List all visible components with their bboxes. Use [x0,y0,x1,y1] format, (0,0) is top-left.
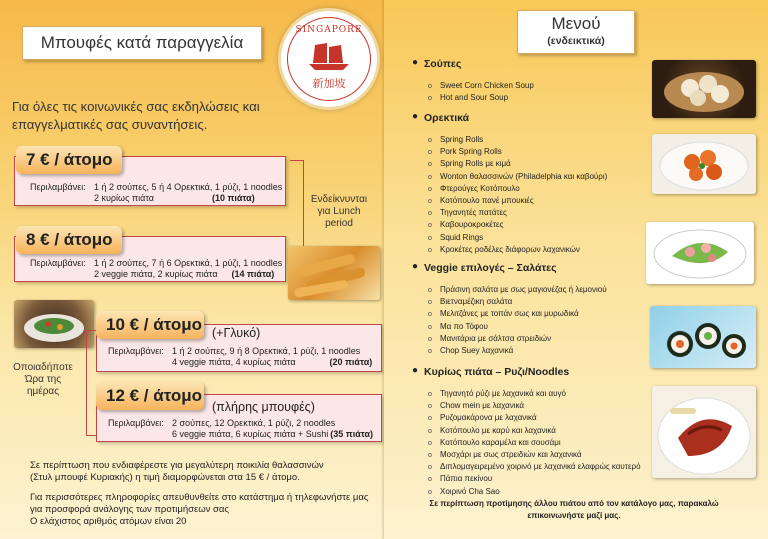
package-8-price [16,226,122,254]
includes-label: Περιλαμβάνει: [108,418,164,428]
intro-text [12,98,392,134]
menu-title-box [517,10,635,54]
includes-line: 2 veggie πιάτα, 2 κυρίως πιάτα [94,269,218,279]
list-item: o Μα πο Τόφου [428,321,607,333]
spring-rolls-photo [288,246,380,300]
package-10-extra: (+Γλυκό) [212,326,261,340]
list-item: o Πάπια πεκίνου [428,473,641,485]
list-item: o Μελιτζάνες με τοπάν σως και μυρωδικά [428,308,607,320]
list-item: o Chop Suey λαχανικά [428,345,607,357]
shrimp-icon [652,134,756,194]
includes-line: 1 ή 2 σούπες, 9 ή 8 Ορεκτικά, 1 ρύζι, 1 noodles [172,346,361,356]
bullet-icon: ● [412,261,419,272]
package-8-includes [30,258,282,280]
package-12-includes [108,418,373,440]
includes-label: Περιλαμβάνει: [30,182,86,192]
note-line: Ενδείκνυνται [310,194,368,205]
shrimp-photo [652,134,756,194]
includes-line: 2 σούπες, 12 Ορεκτικά, 1 ρύζι, 2 noodles [172,418,336,428]
dish-count: (20 πιάτα) [329,357,373,367]
includes-label: Περιλαμβάνει: [30,258,86,268]
section-appetizers [412,111,470,124]
veggie-list [428,284,607,357]
dish-count: (35 πιάτα) [330,429,374,439]
note-line: Ο ελάχιστος αριθμός ατόμων είναι 20 [30,516,187,527]
note-spacer [30,484,368,492]
list-item: o Κοτόπουλο καραμέλα και σουσάμι [428,437,641,449]
soups-list [428,80,534,104]
includes-line: 2 κυρίως πιάτα [94,193,154,203]
list-item: o Hot and Sour Soup [428,92,534,104]
note-line: Ώρα της [24,374,62,385]
list-item: o Spring Rolls με κιμά [428,158,607,170]
dish-count: (14 πιάτα) [231,269,275,279]
footer-note [424,498,724,522]
list-item: o Κροκέτες ροδέλες διάφορων λαχανικών [428,244,607,256]
list-item: o Spring Rolls [428,134,607,146]
price-text: 12 € / άτομο [106,386,202,405]
note-line: για προσφορά ανάλογης των προτιμήσεων σας [30,504,229,515]
includes-label: Περιλαμβάνει: [108,346,164,356]
lunch-note [304,194,374,230]
peking-duck-photo [652,386,756,478]
section-title: Ορεκτικά [424,112,470,124]
junk-boat-icon [305,41,353,71]
salad-photo [646,222,754,284]
list-item: o Φτερούγες Κοτόπουλο [428,183,607,195]
package-12-extra: (πλήρης μπουφές) [212,400,315,414]
logo-chinese: 新加坡 [312,77,346,90]
package-12-price [96,382,204,410]
sushi-photo [650,306,756,368]
mains-list [428,388,641,498]
intro-line: Για όλες τις κοινωνικές σας εκδηλώσεις και [12,99,260,114]
note-line: Σε περίπτωση που ενδιαφέρεστε για μεγαλύτερη ποικιλία θαλασσινών [30,460,324,471]
right-page [384,0,768,539]
section-title: Veggie επιλογές – Σαλάτες [424,262,557,274]
list-item: o Squid Rings [428,232,607,244]
package-7-price [16,146,122,174]
section-mains [412,365,570,378]
list-item: o Διπλομαγειρεμένο χοιρινό με λαχανικά ελαφρώς καυτερό [428,461,641,473]
section-title: Σούπες [424,58,462,70]
note-line: ημέρας [26,386,60,397]
list-item: o Wonton θαλασσινών (Philadelphia και καβούρι) [428,171,607,183]
list-item: o Βιετναμέζικη σαλάτα [428,296,607,308]
includes-line: 1 ή 2 σούπες, 5 ή 4 Ορεκτικά, 1 ρύζι, 1 noodles [94,182,283,192]
intro-line: επαγγελματικές σας συναντήσεις. [12,117,208,132]
price-text: 10 € / άτομο [106,315,202,334]
price-text: 8 € / άτομο [26,230,113,249]
dumplings-icon [652,60,756,118]
restaurant-logo [278,8,380,110]
salad-icon [646,222,754,284]
list-item: o Καβουροκροκέτες [428,219,607,231]
section-veggie [412,261,557,274]
section-soups [412,57,462,70]
menu-subtitle: (ενδεικτικά) [547,35,605,47]
includes-line: 4 veggie πιάτα, 4 κυρίως πιάτα [172,357,296,367]
list-item: o Ρυζομακάρονα με λαχανικά [428,412,641,424]
bullet-icon: ● [412,111,419,122]
list-item: o Τηγανητές πατάτες [428,207,607,219]
footer-line: Σε περίπτωση προτίμησης άλλου πιάτου από τον κατάλογο μας, παρακαλώ [429,499,719,508]
dumplings-photo [652,60,756,118]
list-item: o Chow mein με λαχανικά [428,400,641,412]
salad-dish-photo [14,300,94,348]
list-item: o Sweet Corn Chicken Soup [428,80,534,92]
dish-count: (10 πιάτα) [211,193,255,203]
footer-line: επικοινωνήστε μαζί μας. [527,511,621,520]
page-title-text: Μπουφές κατά παραγγελία [40,33,244,52]
bullet-icon: ● [412,57,419,68]
spring-rolls-icon [288,246,380,300]
anytime-note [6,362,80,398]
note-line: period [325,218,353,229]
list-item: o Χοιρινό Cha Sao [428,486,641,498]
package-10-price [96,311,204,339]
note-line: Για περισσότερες πληροφορίες απευθυνθείτε στο κατάστημα ή τηλεφωνήστε μας [30,492,369,503]
appetizers-list [428,134,607,256]
note-line: για Lunch [317,206,361,217]
section-title: Κυρίως πιάτα – Ρυζι/Noodles [424,366,570,378]
list-item: o Μοσχάρι με σως στρειδιών και λαχανικά [428,449,641,461]
list-item: o Pork Spring Rolls [428,146,607,158]
includes-line: 1 ή 2 σούπες, 7 ή 6 Ορεκτικά, 1 ρύζι, 1 noodles [94,258,283,268]
note-line: Οποιαδήποτε [13,362,73,373]
peking-duck-icon [652,386,756,478]
list-item: o Πράσινη σαλάτα με σως μαγιονέζας ή λεμονιού [428,284,607,296]
includes-line: 6 veggie πιάτα, 6 κυρίως πιάτα + Sushi [172,429,329,439]
menu-title: Μενού [551,14,601,33]
page-title [22,26,262,60]
list-item: o Κοτόπουλο πανέ μπουκιές [428,195,607,207]
anytime-bracket [86,330,96,436]
list-item: o Μανιτάρια με σάλτσα στρειδιών [428,333,607,345]
logo-name: SINGAPORE [295,25,363,35]
price-text: 7 € / άτομο [26,150,113,169]
package-7-includes [30,182,282,204]
additional-notes [30,460,368,528]
bullet-icon: ● [412,365,419,376]
salad-dish-icon [14,300,94,348]
list-item: o Τηγανητό ρύζι με λαχανικά και αυγό [428,388,641,400]
note-line: (Στυλ μπουφέ Κυριακής) η τιμή διαμορφώνεται στα 15 € / άτομο. [30,472,300,483]
package-10-includes [108,346,372,368]
sushi-icon [650,306,756,368]
list-item: o Κοτόπουλο με καρύ και λαχανικά [428,425,641,437]
